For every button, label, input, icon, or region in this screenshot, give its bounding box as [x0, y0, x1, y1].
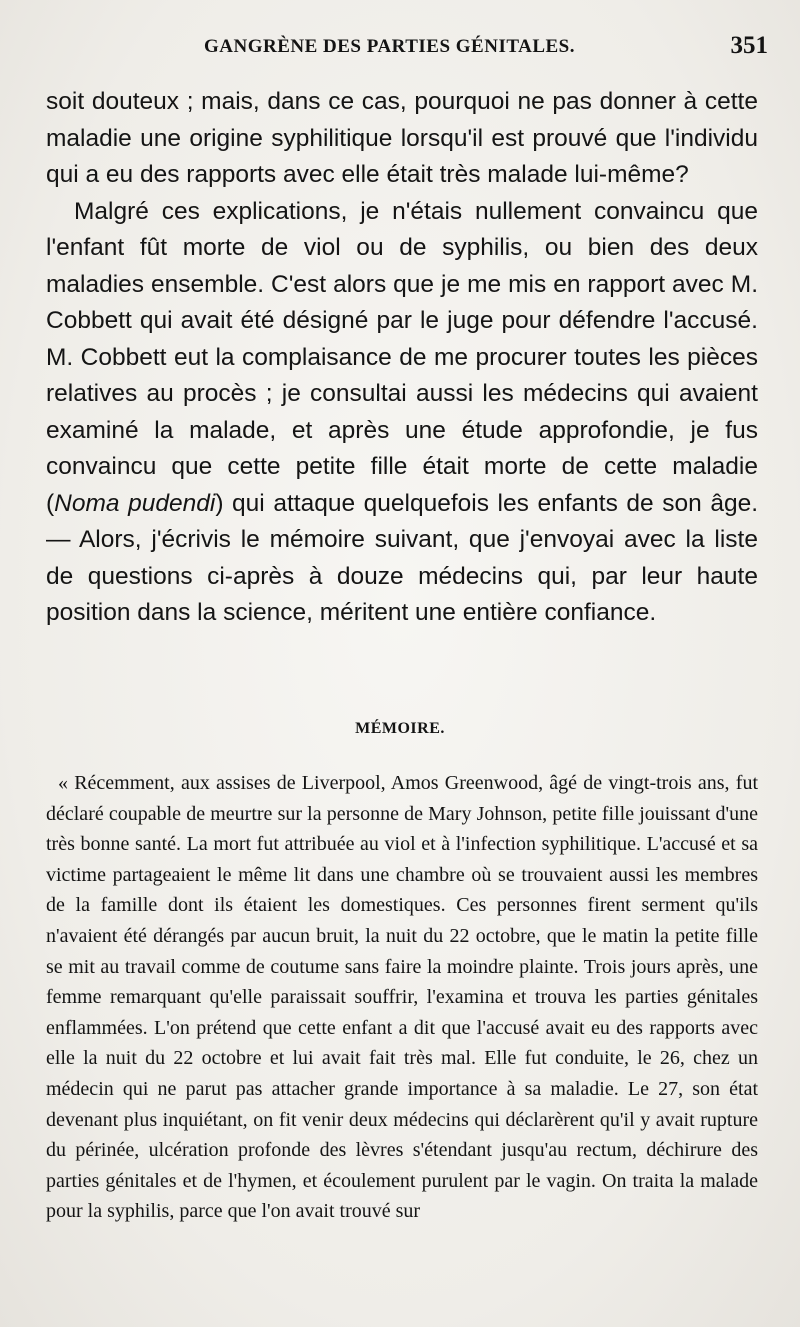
paragraph-2-after: ) qui attaque quelquefois les enfants de son âge. — Alors, j'écrivis le mémoire suivant, que j'envoyai avec la liste de questions ci-après à douze médecins qui, par leur haute position dans la science, méritent une entière confiance.: [46, 489, 759, 626]
paragraph-1: soit douteux ; mais, dans ce cas, pourquoi ne pas donner à cette maladie une origine syphilitique lorsqu'il est prouvé que l'individu qui a eu des rapports avec elle était très malade lui-même?: [46, 88, 758, 188]
page-number: 351: [730, 32, 768, 59]
paragraph-2-before: Malgré ces explications, je n'étais nullement convaincu que l'enfant fût morte de viol ou de syphilis, ou bien des deux maladies ensemble. C'est alors que je me mis en rapport avec M. Cobbett qui avait été désigné par le juge pour défendre l'accusé. M. Cobbett eut la complaisance de me procurer toutes les pièces relatives au procès ; je consultai aussi les médecins qui avaient examiné la malade, et après une étude approfondie, je fus convaincu que cette petite fille était morte de cette maladie (: [46, 197, 758, 517]
italic-term: Noma pudendi: [54, 489, 216, 517]
section-title: MÉMOIRE.: [355, 720, 445, 737]
paragraph-2: [46, 194, 758, 632]
intro-text: [46, 84, 758, 632]
memoire-text: [46, 768, 758, 1227]
running-title: GANGRÈNE DES PARTIES GÉNITALES.: [204, 36, 575, 57]
page-header: [44, 32, 768, 66]
memoire-paragraph: « Récemment, aux assises de Liverpool, Amos Greenwood, âgé de vingt-trois ans, fut déclaré coupable de meurtre sur la personne de Mary Johnson, petite fille jouissant d'une très bonne santé. La mort fut attribuée au viol et à l'infection syphilitique. L'accusé et sa victime partageaient le même lit dans une chambre où se trouvaient aussi les membres de la famille dont ils étaient les domestiques. Ces personnes firent serment qu'ils n'avaient été dérangés par aucun bruit, la nuit du 22 octobre, que le matin la petite fille se mit au travail comme de coutume sans faire la moindre plainte. Trois jours après, une femme remarquant qu'elle paraissait souffrir, l'examina et trouva les parties génitales enflammées. L'on prétend que cette enfant a dit que l'accusé avait eu des rapports avec elle la nuit du 22 octobre et lui avait fait très mal. Elle fut conduite, le 26, chez un médecin qui ne parut pas attacher grande importance à sa maladie. Le 27, son état devenant plus inquiétant, on fit venir deux médecins qui déclarèrent qu'il y avait rupture du périnée, ulcération profonde des lèvres s'étendant jusqu'au rectum, déchirure des parties génitales et de l'hymen, et écoulement purulent par le vagin. On traita la malade pour la syphilis, parce que l'on avait trouvé sur: [46, 772, 758, 1223]
